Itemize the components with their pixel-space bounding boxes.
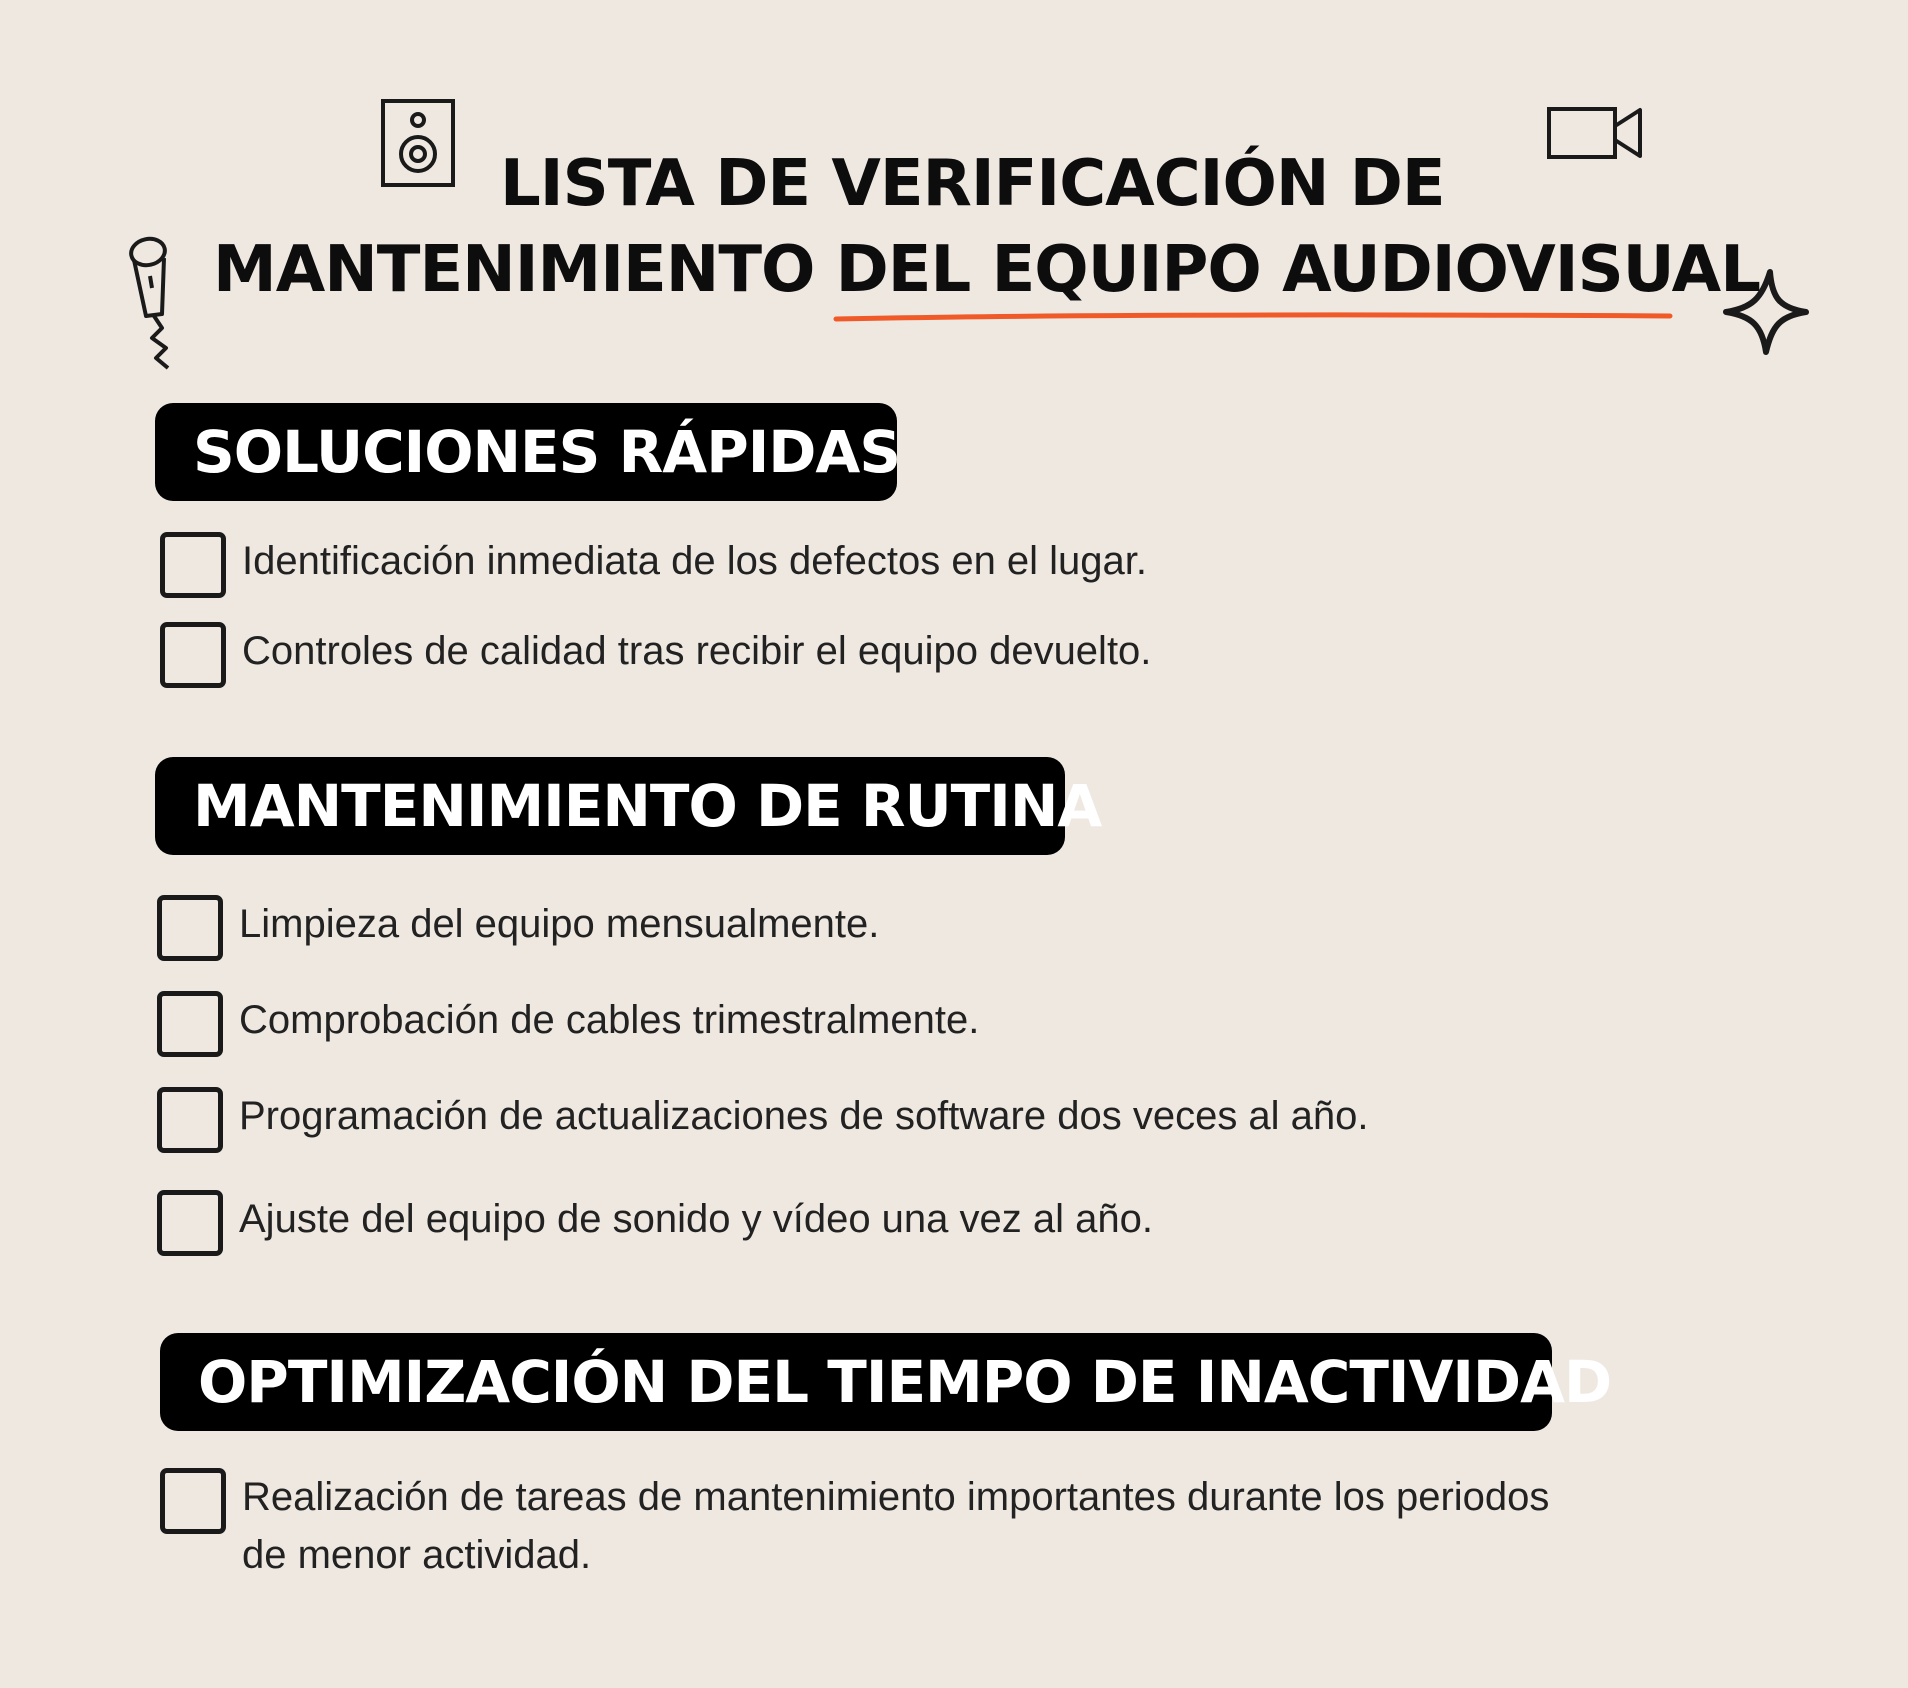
- checklist-item-label: Identificación inmediata de los defectos en el lugar.: [242, 539, 1148, 583]
- checkbox[interactable]: [157, 1087, 223, 1153]
- checklist-item: [160, 622, 1151, 688]
- checkbox[interactable]: [157, 895, 223, 961]
- section-title: MANTENIMIENTO DE RUTINA: [193, 772, 1102, 840]
- checklist-item-label: Controles de calidad tras recibir el equipo devuelto.: [242, 629, 1152, 673]
- checklist-item-label: Comprobación de cables trimestralmente.: [239, 998, 980, 1042]
- section-header-routine-maintenance: [155, 757, 1102, 855]
- video-camera-icon: [1546, 104, 1644, 162]
- checklist-item: [157, 1190, 1153, 1256]
- checklist-item: [157, 991, 979, 1057]
- page-title-line-2: MANTENIMIENTO DEL EQUIPO AUDIOVISUAL: [213, 233, 1760, 307]
- checklist-item-label: Realización de tareas de mantenimiento importantes durante los periodos de menor actividad.: [242, 1475, 1550, 1577]
- checklist-item-label: Programación de actualizaciones de software dos veces al año.: [239, 1094, 1369, 1138]
- checklist-item: [160, 1468, 1572, 1584]
- title-underline: [832, 310, 1674, 324]
- checkbox[interactable]: [160, 1468, 226, 1534]
- checkbox[interactable]: [160, 532, 226, 598]
- checklist-item: [157, 895, 879, 961]
- page-title-line-1: LISTA DE VERIFICACIÓN DE: [500, 147, 1445, 221]
- checklist-item-label: Limpieza del equipo mensualmente.: [239, 902, 880, 946]
- section-title: OPTIMIZACIÓN DEL TIEMPO DE INACTIVIDAD: [198, 1348, 1612, 1416]
- checklist-item-label: Ajuste del equipo de sonido y vídeo una vez al año.: [239, 1197, 1153, 1241]
- checkbox[interactable]: [160, 622, 226, 688]
- checkbox[interactable]: [157, 991, 223, 1057]
- speaker-icon: [380, 98, 456, 188]
- microphone-icon: [122, 230, 190, 374]
- section-title: SOLUCIONES RÁPIDAS: [193, 418, 901, 486]
- checklist-item: [157, 1087, 1369, 1153]
- checklist-item: [160, 532, 1147, 598]
- section-header-quick-fixes: [155, 403, 901, 501]
- checkbox[interactable]: [157, 1190, 223, 1256]
- section-header-downtime-optimization: [160, 1333, 1612, 1431]
